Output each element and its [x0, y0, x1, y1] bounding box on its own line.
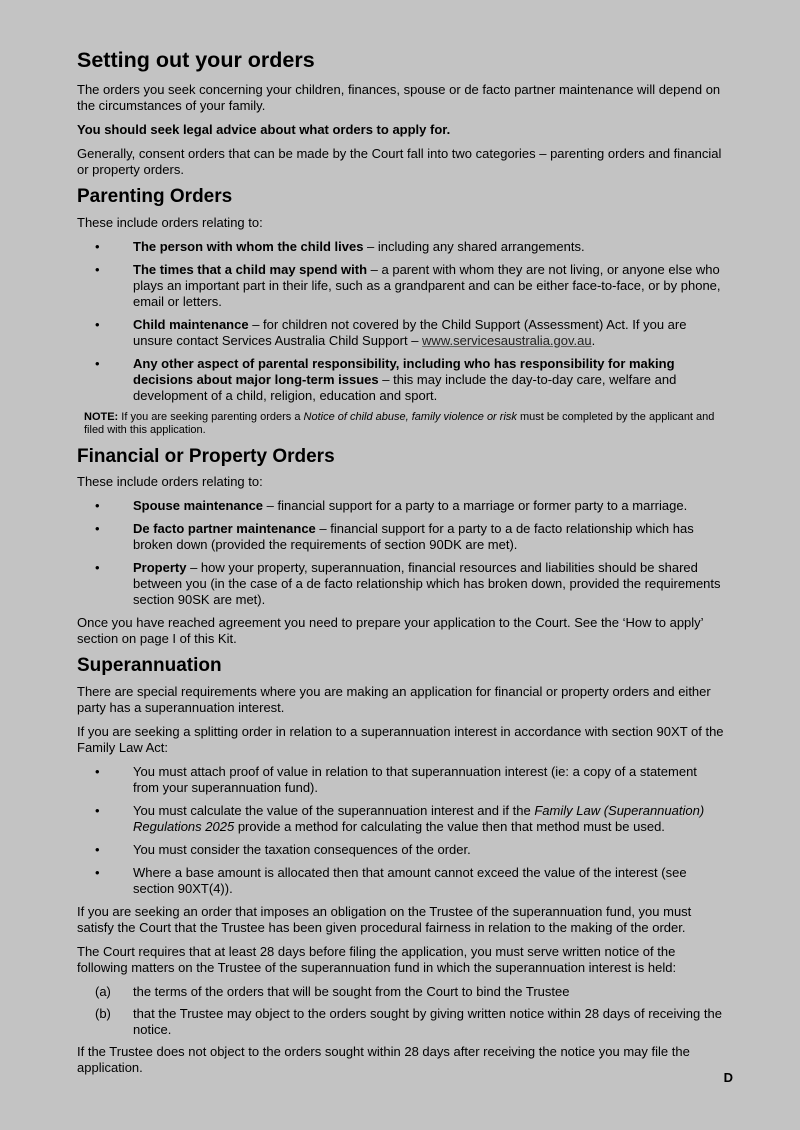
list-item: • Any other aspect of parental responsibility, including who has responsibility for making decisions about major long-term issues – this may include the day-to-day care, welfare and development of a child, religion, education and sport. [95, 355, 677, 403]
legal-advice-note: You should seek legal advice about what orders to apply for. [77, 121, 451, 137]
list-item: • The person with whom the child lives – including any shared arrangements. [95, 238, 585, 254]
bullet-icon: • [95, 842, 100, 858]
list-item: • You must calculate the value of the superannuation interest and if the Family Law (Superannuation) Regulations 2025 provide a method for calculating the value then that method must be used. [95, 803, 705, 835]
bullet-icon: • [95, 521, 100, 537]
parenting-lead: These include orders relating to: [77, 214, 263, 230]
parenting-orders-heading: Parenting Orders [77, 185, 233, 207]
list-marker: (a) [95, 984, 111, 1000]
intro-paragraph: The orders you seek concerning your children, finances, spouse or de facto partner maintenance will depend on the circumstances of your family. [77, 81, 721, 113]
bullet-icon: • [95, 560, 100, 576]
superannuation-list [77, 764, 724, 897]
list-item: • The times that a child may spend with – a parent with whom they are not living, or anyone else who plays an important part in their life, such as a grandparent and can be either face-to-face, or by phone, email or letters. [95, 261, 721, 309]
bullet-icon: • [95, 261, 100, 277]
super-paragraph-2: If you are seeking a splitting order in relation to a superannuation interest in accordance with section 90XT of the Family Law Act: [77, 724, 724, 756]
bullet-icon: • [95, 764, 100, 780]
list-item: • Where a base amount is allocated then that amount cannot exceed the value of the interest (see section 90XT(4)). [95, 865, 687, 897]
list-item: • De facto partner maintenance – financial support for a party to a de facto relationship which has broken down (provided the requirements of section 90DK are met). [95, 521, 694, 553]
list-item: • Property – how your property, superannuation, financial resources and liabilities should be shared between you (in the case of a de facto relationship which has broken down, provided the requirements section 90SK are met). [95, 560, 721, 608]
super-paragraph-5: If the Trustee does not object to the orders sought within 28 days after receiving the notice you may file the application. [77, 1044, 690, 1076]
financial-orders-list [77, 498, 724, 608]
services-australia-link[interactable]: www.servicesaustralia.gov.au [422, 332, 592, 348]
bullet-icon: • [95, 865, 100, 881]
trustee-notice-list [77, 984, 724, 1038]
bullet-icon: • [95, 238, 100, 254]
bullet-icon: • [95, 316, 100, 332]
list-item: (b) that the Trustee may object to the orders sought by giving written notice within 28 days of receiving the notice. [95, 1006, 722, 1038]
financial-lead: These include orders relating to: [77, 474, 263, 490]
bullet-icon: • [95, 355, 100, 371]
list-item: • You must attach proof of value in relation to that superannuation interest (ie: a copy of a statement from your superannuation fund). [95, 764, 697, 796]
categories-paragraph: Generally, consent orders that can be made by the Court fall into two categories – parenting orders and financial or property orders. [77, 145, 722, 177]
list-item: • You must consider the taxation consequences of the order. [95, 842, 471, 858]
super-paragraph-1: There are special requirements where you are making an application for financial or property orders and either party has a superannuation interest. [77, 684, 711, 716]
superannuation-heading: Superannuation [77, 655, 222, 677]
financial-closing: Once you have reached agreement you need to prepare your application to the Court. See the ‘How to apply’ section on page I of this Kit. [77, 615, 704, 647]
list-item: • Child maintenance – for children not covered by the Child Support (Assessment) Act. If you are unsure contact Services Australia Child Support – www.servicesaustralia.gov.au. [95, 316, 687, 348]
bullet-icon: • [95, 498, 100, 514]
list-marker: (b) [95, 1006, 111, 1022]
parenting-note: NOTE: If you are seeking parenting orders a Notice of child abuse, family violence or risk must be completed by the applicant and filed with this application. [84, 410, 715, 437]
parenting-orders-list [77, 239, 724, 404]
super-paragraph-3: If you are seeking an order that imposes an obligation on the Trustee of the superannuation fund, you must satisfy the Court that the Trustee has been given procedural fairness in relation to the making of the order. [77, 904, 692, 936]
bullet-icon: • [95, 803, 100, 819]
list-item: • Spouse maintenance – financial support for a party to a marriage or former party to a marriage. [95, 498, 688, 514]
super-paragraph-4: The Court requires that at least 28 days before filing the application, you must serve written notice of the following matters on the Trustee of the superannuation fund in which the superannuation interest is held: [77, 944, 677, 976]
page-title: Setting out your orders [77, 48, 315, 72]
financial-orders-heading: Financial or Property Orders [77, 445, 335, 467]
list-item: (a) the terms of the orders that will be sought from the Court to bind the Trustee [95, 984, 570, 1000]
page-letter: D [723, 1070, 733, 1085]
